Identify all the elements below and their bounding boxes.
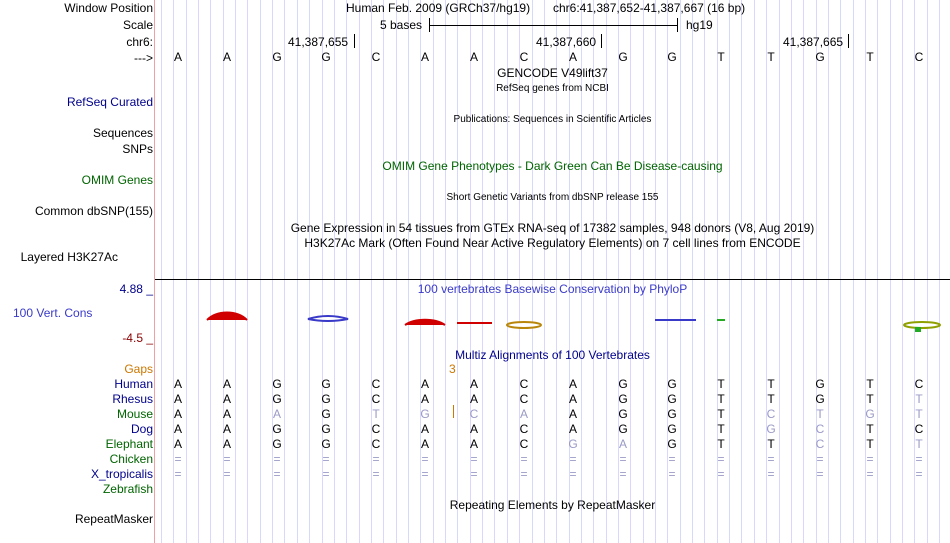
alignment-base: G	[618, 392, 628, 406]
species-label[interactable]: Rhesus	[112, 392, 153, 406]
coord-tick-3	[848, 34, 849, 48]
coord-label-1: 41,387,655	[288, 35, 349, 49]
alignment-base: G	[667, 392, 677, 406]
alignment-base: T	[915, 407, 923, 421]
alignment-base: =	[717, 467, 725, 481]
coord-label-3: 41,387,665	[783, 35, 844, 49]
alignment-base: =	[372, 452, 380, 466]
alignment-base: =	[866, 452, 874, 466]
snps-label[interactable]: SNPs	[122, 142, 153, 156]
alignment-base: C	[766, 407, 776, 421]
publications-track-title: Publications: Sequences in Scientific Articles	[453, 114, 652, 125]
alignment-base: =	[223, 452, 231, 466]
alignment-base: T	[866, 392, 874, 406]
scale-db-text: hg19	[686, 18, 713, 32]
alignment-base: G	[272, 392, 282, 406]
conservation-wiggle	[155, 280, 950, 340]
reference-base: G	[618, 50, 628, 64]
alignment-base: G	[568, 437, 578, 451]
alignment-base: A	[469, 377, 478, 391]
reference-base: T	[717, 50, 725, 64]
alignment-base: A	[618, 437, 627, 451]
alignment-base: T	[717, 392, 725, 406]
h3k27ac-label[interactable]: Layered H3K27Ac	[20, 250, 118, 264]
reference-base: T	[767, 50, 775, 64]
alignment-base: T	[717, 422, 725, 436]
alignment-base: =	[322, 467, 330, 481]
alignment-base: A	[173, 422, 182, 436]
alignment-base: G	[272, 422, 282, 436]
assembly-link[interactable]: Human Feb. 2009 (GRCh37/hg19)	[346, 1, 531, 15]
species-label[interactable]: Zebrafish	[102, 482, 153, 496]
alignment-base: =	[520, 467, 528, 481]
alignment-base: T	[866, 437, 874, 451]
alignment-base: =	[915, 467, 923, 481]
alignment-base: T	[717, 407, 725, 421]
alignment-base: =	[470, 452, 478, 466]
alignment-base: T	[816, 407, 824, 421]
alignment-base: C	[519, 377, 529, 391]
alignment-base: G	[272, 437, 282, 451]
alignment-base: C	[914, 422, 924, 436]
cons-track-label[interactable]: 100 Vert. Cons	[13, 306, 93, 320]
alignment-base: =	[273, 467, 281, 481]
alignment-base: A	[568, 407, 577, 421]
alignment-base: =	[767, 452, 775, 466]
alignment-base: G	[321, 437, 331, 451]
alignment-base: G	[667, 437, 677, 451]
alignment-base: G	[420, 407, 430, 421]
alignment-base: A	[519, 407, 528, 421]
sequences-label[interactable]: Sequences	[92, 126, 153, 140]
alignment-base: A	[222, 437, 231, 451]
coord-label-2: 41,387,660	[536, 35, 597, 49]
alignment-base: G	[766, 422, 776, 436]
reference-base: C	[519, 50, 529, 64]
omim-genes-link[interactable]: OMIM Genes	[81, 173, 153, 187]
alignment-base: T	[372, 407, 380, 421]
alignment-base: =	[421, 452, 429, 466]
alignment-base: T	[717, 377, 725, 391]
alignment-base: =	[372, 467, 380, 481]
window-position-label: Window Position	[64, 1, 153, 15]
species-label[interactable]: Human	[114, 377, 153, 391]
reference-base: T	[866, 50, 874, 64]
h3k27ac-track-title: H3K27Ac Mark (Often Found Near Active Regulatory Elements) on 7 cell lines from ENCODE	[304, 236, 801, 250]
position-text: chr6:41,387,652-41,387,667 (16 bp)	[553, 1, 746, 15]
species-label[interactable]: X_tropicalis	[90, 467, 153, 481]
alignment-base: =	[223, 467, 231, 481]
alignment-base: A	[568, 392, 577, 406]
alignment-base: C	[371, 377, 381, 391]
alignment-base: T	[915, 437, 923, 451]
alignment-base: A	[222, 377, 231, 391]
reference-base: A	[568, 50, 577, 64]
alignment-base: G	[618, 377, 628, 391]
species-label[interactable]: Chicken	[109, 452, 153, 466]
alignment-base: G	[667, 407, 677, 421]
alignment-base: =	[174, 467, 182, 481]
reference-base: A	[222, 50, 231, 64]
gap-marker	[453, 405, 454, 418]
alignment-base: C	[371, 437, 381, 451]
alignment-base: =	[569, 452, 577, 466]
alignment-base: G	[272, 377, 282, 391]
alignment-base: G	[321, 407, 331, 421]
alignment-base: C	[371, 392, 381, 406]
alignment-base: =	[322, 452, 330, 466]
alignment-base: A	[469, 437, 478, 451]
alignment-base: =	[915, 452, 923, 466]
reference-base: A	[173, 50, 182, 64]
alignment-base: C	[519, 422, 529, 436]
alignment-base: T	[767, 437, 775, 451]
scale-bar-line	[429, 25, 677, 26]
phylop-track-title: 100 vertebrates Basewise Conservation by PhyloP	[417, 282, 688, 296]
alignment-base: A	[568, 377, 577, 391]
gencode-track-title: GENCODE V49lift37	[497, 66, 608, 80]
alignment-base: A	[222, 422, 231, 436]
alignment-base: G	[618, 407, 628, 421]
reference-base: G	[815, 50, 825, 64]
refseq-track-subtitle: RefSeq genes from NCBI	[496, 83, 609, 94]
alignment-base: G	[815, 392, 825, 406]
alignment-base: C	[519, 392, 529, 406]
alignment-base: G	[321, 377, 331, 391]
reference-base: G	[667, 50, 677, 64]
alignment-base: A	[173, 437, 182, 451]
alignment-base: =	[470, 467, 478, 481]
alignment-base: G	[321, 392, 331, 406]
alignment-base: C	[815, 437, 825, 451]
cons-min-value: -4.5 _	[122, 331, 153, 345]
alignment-base: =	[668, 452, 676, 466]
alignment-base: T	[866, 422, 874, 436]
alignment-base: A	[420, 422, 429, 436]
strand-label: --->	[134, 51, 153, 65]
species-label[interactable]: Mouse	[116, 407, 153, 421]
chrom-label: chr6:	[126, 35, 153, 49]
alignment-base: A	[173, 392, 182, 406]
alignment-base: A	[173, 377, 182, 391]
scale-label: Scale	[122, 18, 153, 32]
gtex-track-title: Gene Expression in 54 tissues from GTEx RNA-seq of 17382 samples, 948 donors (V8, Aug 2019)	[290, 221, 815, 235]
refseq-curated-link[interactable]: RefSeq Curated	[66, 95, 153, 109]
omim-track-title: OMIM Gene Phenotypes - Dark Green Can Be Disease-causing	[382, 159, 723, 173]
alignment-base: =	[619, 467, 627, 481]
species-label[interactable]: Elephant	[105, 437, 153, 451]
alignment-base: =	[717, 452, 725, 466]
dbsnp-label[interactable]: Common dbSNP(155)	[34, 204, 153, 218]
alignment-base: G	[667, 377, 677, 391]
alignment-base: C	[371, 422, 381, 436]
repeatmasker-track-title: Repeating Elements by RepeatMasker	[449, 498, 656, 512]
alignment-base: T	[915, 392, 923, 406]
alignment-base: T	[866, 377, 874, 391]
alignment-base: T	[767, 392, 775, 406]
coord-tick-2	[601, 34, 602, 48]
gaps-label: Gaps	[124, 362, 153, 376]
alignment-base: G	[321, 422, 331, 436]
alignment-base: A	[469, 392, 478, 406]
reference-base: C	[371, 50, 381, 64]
reference-base: G	[272, 50, 282, 64]
alignment-base: =	[619, 452, 627, 466]
alignment-base: A	[568, 422, 577, 436]
alignment-base: G	[815, 377, 825, 391]
alignment-base: A	[420, 437, 429, 451]
scale-text: 5 bases	[380, 18, 423, 32]
reference-base: A	[420, 50, 429, 64]
reference-base: A	[469, 50, 478, 64]
alignment-base: =	[273, 452, 281, 466]
alignment-base: A	[173, 407, 182, 421]
alignment-base: T	[767, 377, 775, 391]
alignment-base: C	[914, 377, 924, 391]
alignment-base: C	[469, 407, 479, 421]
repeatmasker-label[interactable]: RepeatMasker	[74, 512, 153, 526]
reference-base: G	[321, 50, 331, 64]
alignment-base: =	[174, 452, 182, 466]
alignment-base: G	[865, 407, 875, 421]
multiz-track-title: Multiz Alignments of 100 Vertebrates	[455, 348, 650, 362]
alignment-base: A	[222, 392, 231, 406]
alignment-base: C	[815, 422, 825, 436]
alignment-base: A	[469, 422, 478, 436]
alignment-base: =	[569, 467, 577, 481]
alignment-base: T	[717, 437, 725, 451]
alignment-base: =	[520, 452, 528, 466]
species-label[interactable]: Dog	[130, 422, 153, 436]
alignment-base: =	[767, 467, 775, 481]
gaps-count: 3	[449, 362, 456, 376]
scale-bar-right-tick	[677, 18, 678, 32]
alignment-base: C	[519, 437, 529, 451]
alignment-base: =	[816, 467, 824, 481]
alignment-base: =	[866, 467, 874, 481]
alignment-base: =	[816, 452, 824, 466]
alignment-base: G	[618, 422, 628, 436]
alignment-base: G	[667, 422, 677, 436]
alignment-base: =	[668, 467, 676, 481]
alignment-base: A	[420, 377, 429, 391]
cons-max-value: 4.88 _	[119, 282, 153, 296]
alignment-base: A	[222, 407, 231, 421]
alignment-base: =	[421, 467, 429, 481]
coord-tick-1	[354, 34, 355, 48]
alignment-base: A	[272, 407, 281, 421]
reference-base: C	[914, 50, 924, 64]
dbsnp-track-title: Short Genetic Variants from dbSNP release 155	[446, 192, 659, 203]
alignment-base: A	[420, 392, 429, 406]
